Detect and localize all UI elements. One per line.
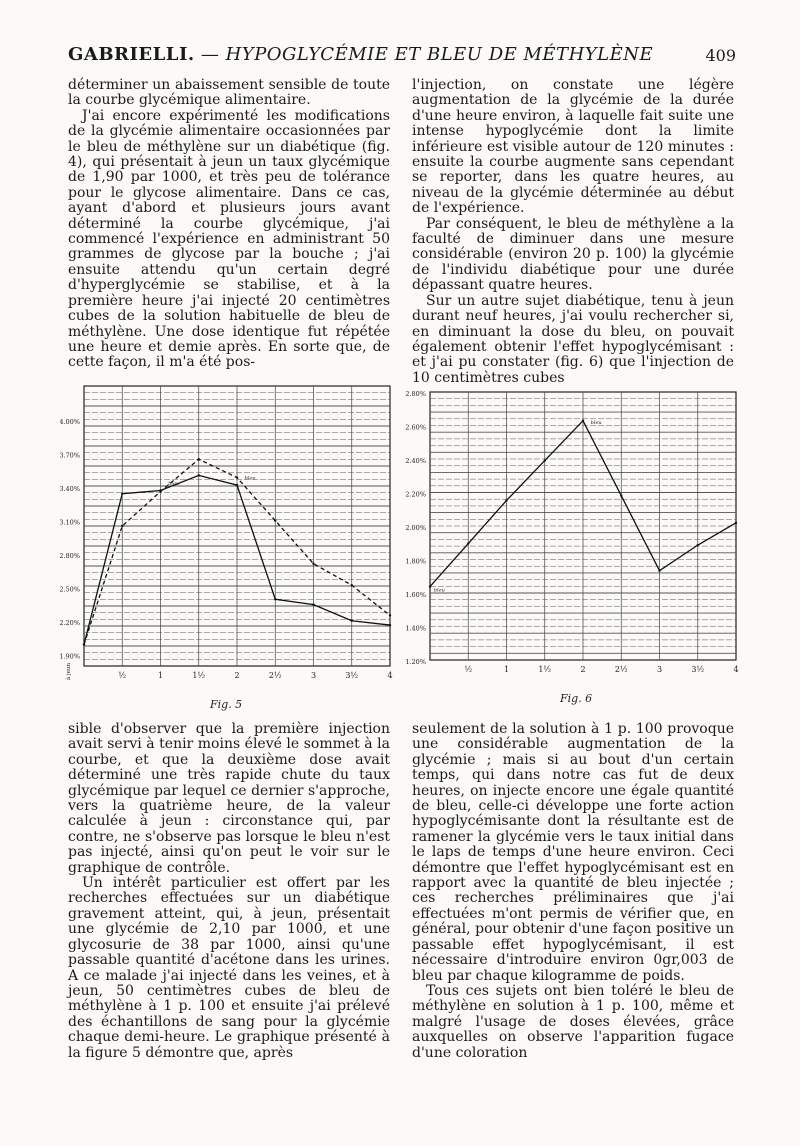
x-tick-label: 2 bbox=[580, 665, 586, 674]
figure-5 bbox=[60, 378, 400, 718]
annotation-label: bleu bbox=[590, 419, 602, 426]
paragraph: Sur un autre sujet diabétique, tenu à jeun durant neuf heures, j'ai voulu rechercher si, en diminuant la dose du bleu, on pouvait également obtenir l'effet hypoglycémisant : et j'ai pu constater (fig. 6) que l'injection de 10 centimètres cubes bbox=[412, 292, 734, 386]
y-tick-label: 2.40% bbox=[405, 457, 426, 465]
y-tick-label: 2.60% bbox=[405, 423, 426, 432]
x-tick-label: 1 bbox=[503, 665, 510, 674]
author-name: GABRIELLI. bbox=[68, 44, 195, 65]
data-point bbox=[505, 499, 507, 501]
data-point bbox=[121, 492, 123, 494]
data-point bbox=[389, 624, 391, 626]
data-point bbox=[429, 585, 431, 587]
right-column-top bbox=[412, 78, 734, 386]
x-tick-label: 3½ bbox=[691, 665, 705, 674]
data-point bbox=[544, 459, 546, 461]
figure-5-chart bbox=[60, 378, 400, 718]
data-point bbox=[236, 484, 238, 486]
data-point bbox=[274, 519, 276, 521]
y-tick-label: 1.60% bbox=[405, 591, 426, 599]
page-number: 409 bbox=[705, 46, 736, 65]
figure-6-chart bbox=[404, 384, 744, 718]
data-point bbox=[351, 620, 353, 622]
x-tick-label: ½ bbox=[464, 665, 473, 674]
paragraph: J'ai encore expérimenté les modifications de la glycémie alimentaire occasionnées par le bleu de méthylène sur un diabétique (fig. 4), qui présentait à jeun un taux glycémique de 1,90 par 1000, et très peu de tolérance pour le glycose alimentaire. Dans ce cas, ayant d'abord et plusieurs jours avant déterminé la courbe glycémique, j'ai commencé l'expérience en administrant 50 grammes de glycose par la bouche ; j'ai ensuite attendu qu'un certain degré d'hyperglycémie se stabilise, et à la première heure j'ai injecté 20 centimètres cubes de la solution habituelle de bleu de méthylène. Une dose identique fut répétée une heure et demie après. En sorte que, de cette façon, il m'a été pos- bbox=[68, 107, 390, 371]
paragraph: Par conséquent, le bleu de méthylène a la faculté de diminuer dans une mesure considérable (environ 20 p. 100) la glycémie de l'individu diabétique pour une durée dépassant quatre heures. bbox=[412, 215, 734, 294]
data-point bbox=[198, 474, 200, 476]
data-point bbox=[582, 420, 584, 422]
paragraph: l'injection, on constate une légère augmentation de la glycémie de la durée d'une heure environ, à laquelle fait suite une intense hypoglycémie dont la limite inférieure est visible autour de 120 minutes : ensuite la courbe augmente sans cependant se reporter, dans les quatre heures, au niveau de la glycémie déterminée au début de l'expérience. bbox=[412, 77, 734, 217]
right-column-bottom bbox=[412, 722, 734, 1061]
paragraph: sible d'observer que la première injection avait servi à tenir moins élevé le sommet à la courbe, et que la deuxième dose avait déterminé une très rapide chute du taux glycémique par lequel ce dernier s'approche, vers la quatrième heure, de la valeur calculée à jeun : circonstance qui, par contre, ne s'observe pas lorsque le bleu n'est pas injecté, ainsi qu'on peut le voir sur le graphique de contrôle. bbox=[68, 721, 390, 876]
figure-caption: Fig. 5 bbox=[210, 698, 243, 711]
x-tick-label: 1½ bbox=[192, 671, 206, 680]
annotation-label: bleu bbox=[244, 475, 256, 482]
x-tick-label: 1 bbox=[157, 671, 164, 680]
figure-6 bbox=[404, 384, 744, 718]
x-tick-label: ½ bbox=[118, 671, 127, 680]
x-tick-label: 4 bbox=[733, 665, 739, 674]
data-point bbox=[312, 562, 314, 564]
x-tick-label: 3½ bbox=[345, 671, 359, 680]
x-tick-label: 2½ bbox=[268, 671, 282, 680]
data-point bbox=[159, 490, 161, 492]
y-tick-label: 3.10% bbox=[60, 518, 80, 527]
left-column-bottom bbox=[68, 722, 390, 1061]
data-point bbox=[658, 569, 660, 571]
data-point bbox=[198, 458, 200, 460]
article-title: HYPOGLYCÉMIE ET BLEU DE MÉTHYLÈNE bbox=[225, 44, 654, 65]
x-tick-label: 3 bbox=[656, 665, 663, 674]
data-point bbox=[83, 643, 85, 645]
running-title bbox=[68, 44, 653, 65]
paragraph: seulement de la solution à 1 p. 100 provoque une considérable augmentation de la glycémie ; mais si au bout d'un certain temps, qui dans notre cas fut de deux heures, on injecte encore une égale quantité de bleu, celle-ci développe une forte action hypoglycémisante dont la résultante est de ramener la glycémie vers le taux initial dans le laps de temps d'une heure environ. Ceci démontre que l'effet hypoglycémisant est en rapport avec la quantité de bleu injectée ; ces recherches préliminaires que j'ai effectuées m'ont permis de vérifier que, en général, pour obtenir d'une façon positive un passable effet hypoglycémisant, il est nécessaire d'introduire environ 0gr,003 de bleu par chaque kilogramme de poids. bbox=[412, 721, 734, 984]
data-point bbox=[389, 614, 391, 616]
data-point bbox=[274, 598, 276, 600]
data-point bbox=[467, 542, 469, 544]
y-tick-label: 2.20% bbox=[405, 490, 426, 499]
annotation-label: bleu bbox=[433, 587, 445, 594]
title-dash: — bbox=[194, 44, 226, 65]
data-point bbox=[312, 603, 314, 605]
x-tick-label: 3 bbox=[310, 671, 317, 680]
data-point bbox=[351, 584, 353, 586]
y-tick-label: 2.80% bbox=[60, 552, 80, 560]
x-tick-label: 2½ bbox=[614, 665, 628, 674]
x-tick-label: 2 bbox=[234, 671, 240, 680]
y-tick-label: 2.50% bbox=[60, 585, 80, 594]
y-tick-label: 1.40% bbox=[405, 624, 426, 633]
y-tick-label: 3.70% bbox=[60, 451, 80, 460]
y-tick-label: 1.90% bbox=[60, 652, 80, 661]
paragraph: Tous ces sujets ont bien toléré le bleu de méthylène en solution à 1 p. 100, même et malgré l'usage de doses élevées, grâce auxquelles on observe l'apparition fugace d'une coloration bbox=[412, 982, 734, 1061]
y-tick-label: 1.20% bbox=[405, 658, 426, 666]
data-point bbox=[697, 544, 699, 546]
data-point bbox=[236, 476, 238, 478]
paragraph: déterminer un abaissement sensible de toute la courbe glycémique alimentaire. bbox=[68, 77, 390, 109]
y-tick-label: 2.20% bbox=[60, 619, 80, 627]
left-column-top bbox=[68, 78, 390, 371]
x-tick-label: 4 bbox=[387, 671, 393, 680]
y-tick-label: 4.00% bbox=[60, 418, 80, 426]
figure-caption: Fig. 6 bbox=[560, 692, 593, 705]
paragraph: Un intérêt particulier est offert par les recherches effectuées sur un diabétique gravement atteint, qui, à jeun, présentait une glycémie de 2,10 par 1000, et une glycosurie de 38 par 1000, ainsi qu'une passable quantité d'acétone dans les urines. A ce malade j'ai injecté dans les veines, et à jeun, 50 centimètres cubes de bleu de méthylène à 1 p. 100 et ensuite j'ai prélevé des échantillons de sang pour la glycémie chaque demi-heure. Le graphique présenté à la figure 5 démontre que, après bbox=[68, 875, 390, 1061]
y-tick-label: 1.80% bbox=[405, 557, 426, 566]
y-tick-label: 2.00% bbox=[405, 524, 426, 532]
annotation-label: bleu bbox=[168, 481, 180, 488]
x-tick-label: 1½ bbox=[538, 665, 552, 674]
data-point bbox=[620, 494, 622, 496]
y-tick-label: 2.80% bbox=[405, 390, 426, 398]
data-point bbox=[121, 525, 123, 527]
y-tick-label: 3.40% bbox=[60, 485, 80, 493]
corner-label: à jeun bbox=[66, 662, 72, 680]
running-header bbox=[68, 40, 736, 74]
data-point bbox=[735, 522, 737, 524]
